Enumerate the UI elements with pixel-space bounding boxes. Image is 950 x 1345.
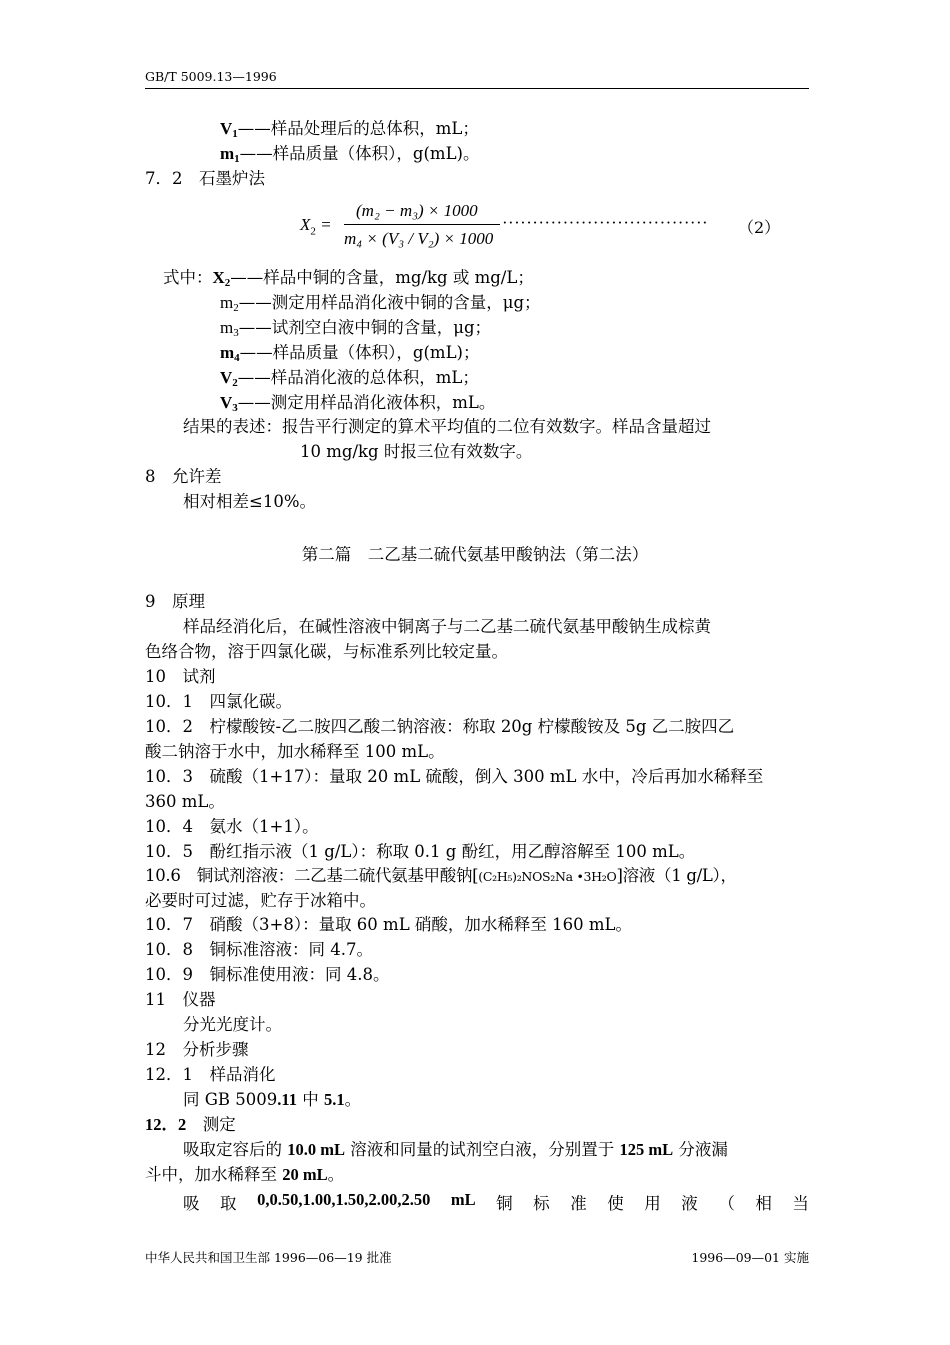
- item-12-1-body: 同 GB 5009.11 中 5.1。: [183, 1090, 362, 1109]
- fraction-bar: [344, 224, 500, 225]
- section-12-heading: 12 分析步骤: [145, 1040, 249, 1059]
- var-v2-definition: $V_2——$样品消化液的总体积，mL；: [220, 368, 479, 389]
- footer-approval: 中华人民共和国卫生部 1996—06—19 批准: [145, 1250, 392, 1265]
- section-9-body-line-2: 色络合物，溶于四氯化碳，与标准系列比较定量。: [145, 642, 508, 661]
- var-m4-definition: $m_4——$样品质量（体积），g(mL)；: [220, 343, 480, 364]
- item-10-3-line-2: 360 mL。: [145, 792, 225, 811]
- item-10-6-line-1: 10.6 铜试剂溶液：二乙基二硫代氨基甲酸钠[(C₂H₅)₂NOS₂Na •3H₂O]溶液（1 g/L），: [145, 866, 737, 885]
- item-12-1-heading: 12．1 样品消化: [145, 1065, 276, 1084]
- item-12-2-body-line-3: 吸 取 0,0.50,1.00,1.50,2.00,2.50 mL 铜 标 准 使 用 液 （ 相 当: [183, 1190, 809, 1213]
- item-10-2-line-2: 酸二钠溶于水中，加水稀释至 100 mL。: [145, 742, 445, 761]
- item-10-6-line-2: 必要时可过滤，贮存于冰箱中。: [145, 891, 376, 910]
- var-m3-definition: $m_3——$试剂空白液中铜的含量，μg；: [220, 318, 492, 339]
- section-7-2-heading: 7．2 石墨炉法: [145, 169, 265, 188]
- result-expression-line-2: 10 mg/kg 时报三位有效数字。: [300, 442, 533, 461]
- footer-implementation: 1996—09—01 实施: [691, 1250, 809, 1265]
- equation-number: （2）: [738, 218, 781, 237]
- item-10-1: 10．1 四氯化碳。: [145, 692, 292, 711]
- section-10-heading: 10 试剂: [145, 667, 216, 686]
- formula-denominator: m₄ × (V₃ / V₂) × 1000: [344, 229, 494, 248]
- item-10-5: 10．5 酚红指示液（1 g/L）：称取 0.1 g 酚红，用乙醇溶解至 100 mL。: [145, 842, 696, 861]
- section-9-body-line-1: 样品经消化后，在碱性溶液中铜离子与二乙基二硫代氨基甲酸钠生成棕黄: [183, 617, 711, 636]
- var-v1-definition: $V_1——$样品处理后的总体积，mL；: [220, 119, 479, 140]
- section-11-body: 分光光度计。: [183, 1015, 282, 1034]
- var-m2-definition: $m_2——$测定用样品消化液中铜的含量，μg；: [220, 293, 541, 314]
- var-x2-definition: 式中：$X_2——$样品中铜的含量，mg/kg 或 mg/L；: [163, 268, 534, 289]
- item-10-9: 10．9 铜标准使用液：同 4.8。: [145, 965, 390, 984]
- section-8-heading: 8 允许差: [145, 467, 222, 486]
- section-11-heading: 11 仪器: [145, 990, 216, 1009]
- section-8-body: 相对相差≤10%。: [183, 492, 316, 511]
- var-m1-definition: $m_1——$样品质量（体积），g(mL)。: [220, 144, 480, 165]
- section-9-heading: 9 原理: [145, 592, 205, 611]
- item-10-4: 10．4 氨水（1+1）。: [145, 817, 319, 836]
- formula-lhs: $X_2$ =: [300, 215, 332, 238]
- leader-dots: ··································: [502, 213, 709, 232]
- result-expression-line-1: 结果的表述：报告平行测定的算术平均值的二位有效数字。样品含量超过: [183, 417, 711, 436]
- item-12-2-heading: 12．2 测定: [145, 1115, 236, 1134]
- formula-2: [300, 199, 780, 253]
- var-v3-definition: $V_3——$测定用样品消化液体积，mL。: [220, 393, 496, 414]
- formula-numerator: (m₂ − m₃) × 1000: [356, 201, 478, 220]
- part-2-title: 第二篇 二乙基二硫代氨基甲酸钠法（第二法）: [301, 545, 649, 564]
- item-10-3-line-1: 10．3 硫酸（1+17）：量取 20 mL 硫酸，倒入 300 mL 水中，冷后再加水稀释至: [145, 767, 764, 786]
- item-12-2-body-line-1: 吸取定容后的 10.0 mL 溶液和同量的试剂空白液，分别置于 125 mL 分液漏: [183, 1140, 728, 1159]
- header-rule: [145, 88, 809, 89]
- item-10-8: 10．8 铜标准溶液：同 4.7。: [145, 940, 373, 959]
- item-12-2-body-line-2: 斗中，加水稀释至 20 mL。: [145, 1165, 345, 1184]
- standard-code-header: GB/T 5009.13—1996: [145, 69, 277, 84]
- item-10-2-line-1: 10．2 柠檬酸铵-乙二胺四乙酸二钠溶液：称取 20g 柠檬酸铵及 5g 乙二胺四乙: [145, 717, 735, 736]
- item-10-7: 10．7 硝酸（3+8）：量取 60 mL 硝酸，加水稀释至 160 mL。: [145, 915, 632, 934]
